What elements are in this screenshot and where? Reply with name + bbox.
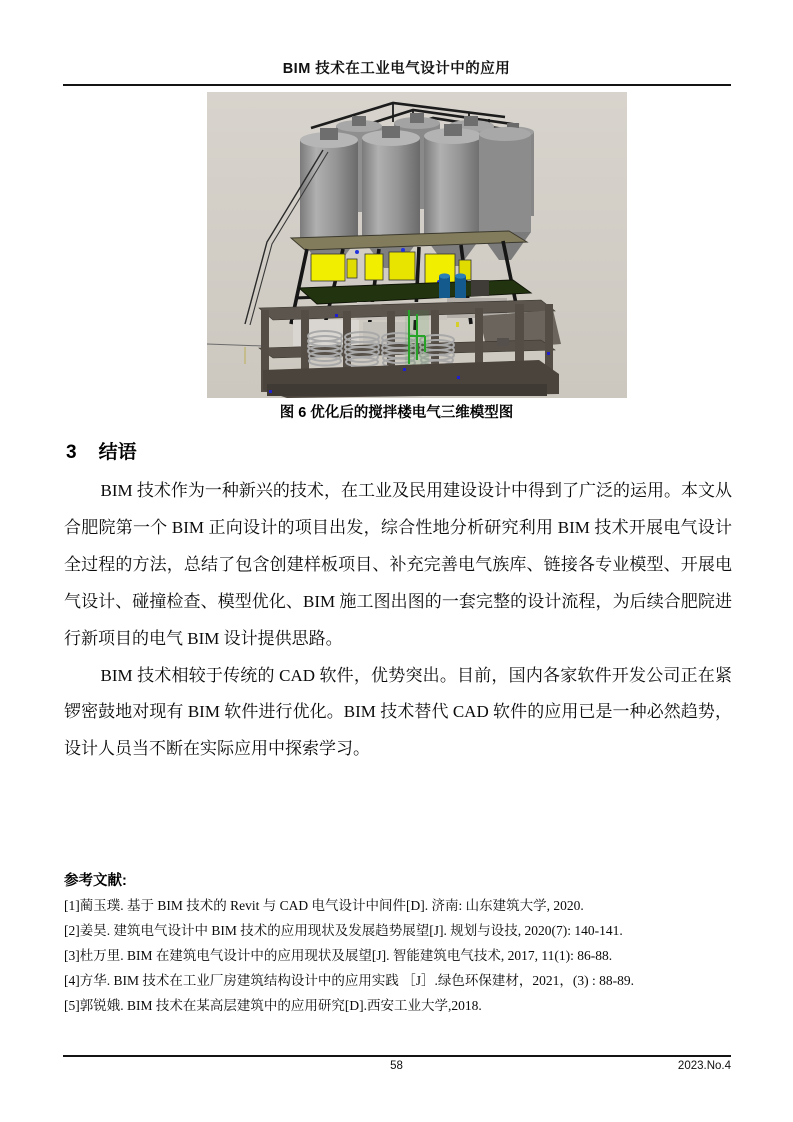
figure	[207, 92, 627, 398]
reference-item: [5]郭锐娥. BIM 技术在某高层建筑中的应用研究[D].西安工业大学,2018.	[64, 998, 482, 1013]
figure-caption: 图 6 优化后的搅拌楼电气三维模型图	[279, 405, 514, 421]
figure-image	[207, 92, 627, 398]
issue-label: 2023.No.4	[677, 1060, 731, 1072]
page-header-title: BIM 技术在工业电气设计中的应用	[282, 61, 511, 77]
reference-item: [4]方华. BIM 技术在工业厂房建筑结构设计中的应用实践 ［J］.绿色环保建材，2021，(3) : 88-89.	[64, 973, 634, 988]
section-title: 结语	[98, 442, 137, 463]
body-text	[64, 473, 732, 768]
page-number: 58	[390, 1060, 403, 1072]
header-divider	[63, 84, 731, 86]
paragraph: BIM 技术相较于传统的 CAD 软件，优势突出。目前，国内各家软件开发公司正在紧锣密鼓地对现有 BIM 软件进行优化。BIM 技术替代 CAD 软件的应用已是一种必然趋势，设计人员当不断在实际应用中探索学习。	[64, 665, 732, 759]
references-list	[64, 893, 736, 1018]
paragraph: BIM 技术作为一种新兴的技术，在工业及民用建设设计中得到了广泛的运用。本文从合肥院第一个 BIM 正向设计的项目出发，综合性地分析研究利用 BIM 技术开展电气设计全过程的方法，总结了包含创建样板项目、补充完善电气族库、链接各专业模型、开展电气设计、碰撞检查、模型优化、BIM 施工图出图的一套完整的设计流程，为后续合肥院进行新项目的电气 BIM 设计提供思路。	[64, 481, 732, 648]
reference-item: [1]蔺玉璞. 基于 BIM 技术的 Revit 与 CAD 电气设计中间件[D]. 济南: 山东建筑大学, 2020.	[64, 898, 584, 913]
reference-item: [2]姜昊. 建筑电气设计中 BIM 技术的应用现状及发展趋势展望[J]. 规划与设技, 2020(7): 140-141.	[64, 923, 623, 938]
reference-item: [3]杜万里. BIM 在建筑电气设计中的应用现状及展望[J]. 智能建筑电气技术, 2017, 11(1): 86-88.	[64, 948, 613, 963]
references-heading: 参考文献:	[64, 873, 127, 889]
section-number: 3	[66, 442, 77, 463]
section-heading	[66, 437, 137, 464]
footer-divider	[63, 1055, 731, 1057]
